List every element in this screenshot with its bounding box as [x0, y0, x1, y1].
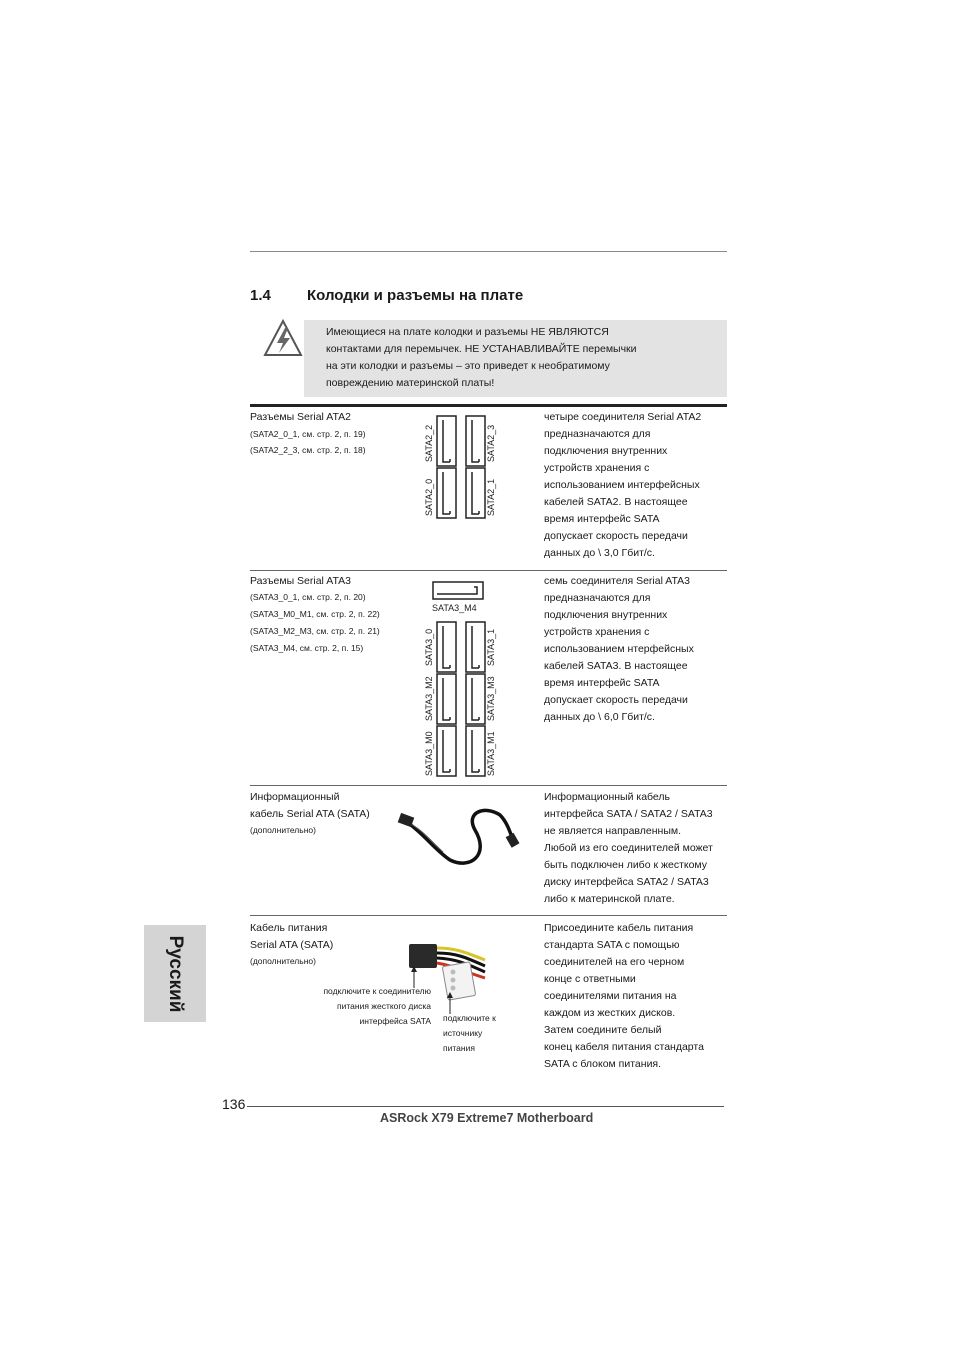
row-divider	[250, 785, 727, 786]
sata2-1-label: SATA2_1	[486, 478, 496, 516]
warning-line: Имеющиеся на плате колодки и разъемы НЕ ЯВЛЯЮТСЯ	[326, 326, 609, 338]
sata2-3-label: SATA2_3	[486, 424, 496, 462]
warning-icon	[262, 318, 304, 360]
sata3-title: Разъемы Serial ATA3	[250, 575, 351, 587]
sata3-m4-connector	[432, 581, 484, 601]
desc-line: соединителей на его черном	[544, 956, 685, 968]
desc-line: время интерфейс SATA	[544, 677, 660, 689]
sata3-ref: (SATA3_M0_M1, см. стр. 2, п. 22)	[250, 609, 380, 619]
sata2-0-key	[443, 472, 450, 514]
language-side-tab	[144, 925, 206, 1022]
sata2-3-key	[472, 420, 479, 462]
desc-line: быть подключен либо к жесткому	[544, 859, 708, 871]
desc-line: соединителями питания на	[544, 990, 677, 1002]
sata2-2-connector	[437, 416, 456, 466]
sata2-0-connector	[437, 468, 456, 518]
section-title: Колодки и разъемы на плате	[307, 287, 524, 304]
sata2-2-key	[443, 420, 450, 462]
sata3-connectors-diagram	[436, 621, 486, 778]
desc-line: стандарта SATA с помощью	[544, 939, 680, 951]
sata2-description	[544, 409, 729, 562]
data-cable-description	[544, 789, 729, 908]
desc-line: не является направленным.	[544, 825, 682, 837]
desc-line: Затем соедините белый	[544, 1024, 662, 1036]
desc-line: подключения внутренних	[544, 609, 668, 621]
desc-line: устройств хранения с	[544, 462, 650, 474]
desc-line: конце с ответными	[544, 973, 636, 985]
language-label: Русский	[165, 935, 186, 1012]
desc-line: время интерфейс SATA	[544, 513, 660, 525]
sata3-m2-connector	[437, 674, 456, 724]
desc-line: SATA с блоком питания.	[544, 1058, 662, 1070]
desc-line: Присоедините кабель питания	[544, 922, 694, 934]
footer-rule	[247, 1106, 724, 1107]
desc-line: семь соединителя Serial ATA3	[544, 575, 690, 587]
caption-line: питания жесткого диска	[337, 1001, 431, 1011]
row-divider	[250, 570, 727, 571]
sata2-connectors-diagram	[436, 415, 486, 520]
caption-line: подключите к	[443, 1013, 496, 1023]
data-cable-title	[250, 789, 370, 823]
row-divider	[250, 915, 727, 916]
page-number: 136	[222, 1096, 246, 1112]
top-rule	[250, 251, 727, 252]
data-cable-note: (дополнительно)	[250, 825, 316, 835]
table-top-rule	[250, 404, 727, 407]
sata3-0-connector	[437, 622, 456, 672]
caption-line: источнику	[443, 1028, 483, 1038]
sata3-m3-label: SATA3_M3	[486, 676, 496, 721]
desc-line: конец кабеля питания стандарта	[544, 1041, 704, 1053]
caption-line: питания	[443, 1043, 475, 1053]
desc-line: диску интерфейса SATA2 / SATA3	[544, 876, 709, 888]
desc-line: подключения внутренних	[544, 445, 668, 457]
desc-line: использованием интерфейсных	[544, 479, 700, 491]
sata3-0-label: SATA3_0	[424, 628, 434, 666]
sata3-ref: (SATA3_M2_M3, см. стр. 2, п. 21)	[250, 626, 380, 636]
desc-line: Информационный кабель	[544, 791, 671, 803]
warning-line: на эти колодки и разъемы – это приведет к необратимому	[326, 360, 610, 372]
sata3-m1-connector	[466, 726, 485, 776]
sata2-ref: (SATA2_0_1, см. стр. 2, п. 19)	[250, 429, 366, 439]
desc-line: кабелей SATA2. В настоящее	[544, 496, 688, 508]
desc-line: предназначаются для	[544, 428, 651, 440]
desc-line: либо к материнской плате.	[544, 893, 675, 905]
sata3-m4-label: SATA3_M4	[432, 603, 477, 613]
caption-line: подключите к соединителю	[323, 986, 431, 996]
desc-line: данных до \ 3,0 Гбит/с.	[544, 547, 655, 559]
section-number: 1.4	[250, 287, 271, 304]
title-line: Кабель питания	[250, 922, 328, 934]
power-cable-note: (дополнительно)	[250, 956, 316, 966]
warning-line: контактами для перемычек. НЕ УСТАНАВЛИВАЙТЕ перемычки	[326, 343, 637, 355]
desc-line: четыре соединителя Serial ATA2	[544, 411, 702, 423]
power-cable-title	[250, 920, 333, 954]
sata3-ref: (SATA3_M4, см. стр. 2, п. 15)	[250, 643, 364, 653]
sata3-m0-connector	[437, 726, 456, 776]
title-line: Информационный	[250, 791, 340, 803]
desc-line: предназначаются для	[544, 592, 651, 604]
title-line: кабель Serial ATA (SATA)	[250, 808, 370, 820]
sata-data-cable-image	[395, 800, 525, 870]
footer-title: ASRock X79 Extreme7 Motherboard	[380, 1111, 594, 1125]
sata2-ref: (SATA2_2_3, см. стр. 2, п. 18)	[250, 445, 366, 455]
desc-line: использованием нтерфейсных	[544, 643, 694, 655]
desc-line: кабелей SATA3. В настоящее	[544, 660, 688, 672]
sata2-title: Разъемы Serial ATA2	[250, 411, 351, 423]
desc-line: допускает скорость передачи	[544, 694, 688, 706]
desc-line: интерфейса SATA / SATA2 / SATA3	[544, 808, 713, 820]
warning-text	[326, 324, 726, 392]
caption-line: интерфейса SATA	[359, 1016, 431, 1026]
sata3-m3-connector	[466, 674, 485, 724]
sata3-1-connector	[466, 622, 485, 672]
sata3-1-label: SATA3_1	[486, 628, 496, 666]
desc-line: Любой из его соединителей может	[544, 842, 713, 854]
warning-line: повреждению материнской платы!	[326, 377, 495, 389]
sata3-m0-label: SATA3_M0	[424, 731, 434, 776]
caption-psu-side	[443, 1011, 496, 1056]
sata2-0-label: SATA2_0	[424, 478, 434, 516]
sata3-m1-label: SATA3_M1	[486, 731, 496, 776]
power-cable-description	[544, 920, 729, 1073]
desc-line: допускает скорость передачи	[544, 530, 688, 542]
caption-sata-side	[300, 984, 431, 1029]
sata3-m2-label: SATA3_M2	[424, 676, 434, 721]
sata2-2-label: SATA2_2	[424, 424, 434, 462]
title-line: Serial ATA (SATA)	[250, 939, 334, 951]
desc-line: каждом из жестких дисков.	[544, 1007, 676, 1019]
sata3-ref: (SATA3_0_1, см. стр. 2, п. 20)	[250, 592, 366, 602]
desc-line: устройств хранения с	[544, 626, 650, 638]
sata2-1-key	[472, 472, 479, 514]
sata2-1-connector	[466, 468, 485, 518]
sata3-description	[544, 573, 729, 726]
desc-line: данных до \ 6,0 Гбит/с.	[544, 711, 655, 723]
sata2-3-connector	[466, 416, 485, 466]
